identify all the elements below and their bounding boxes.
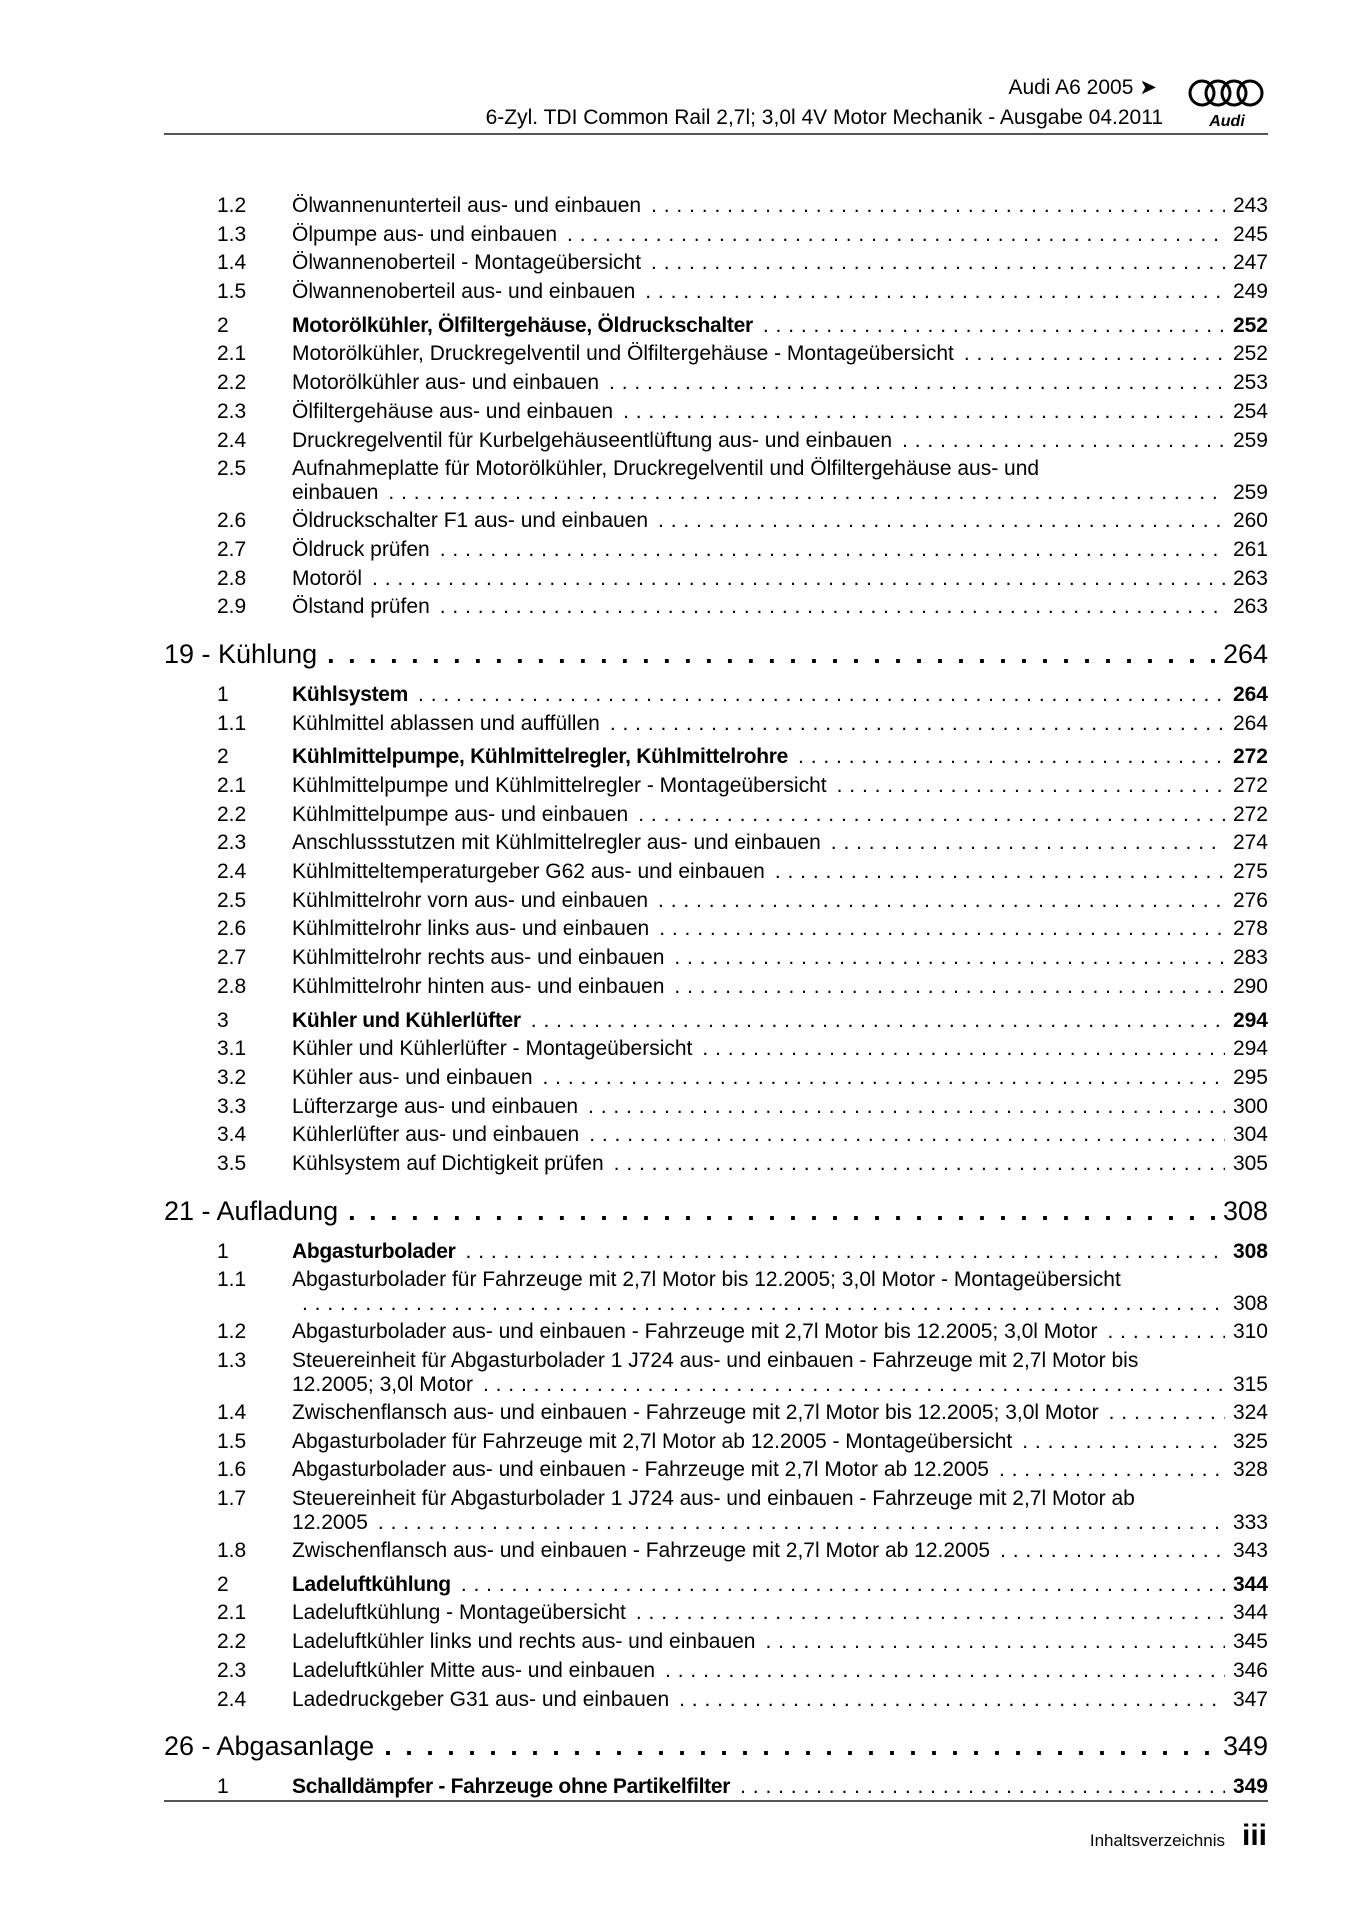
toc-entry-title: Ölwannenoberteil aus- und einbauen (292, 280, 636, 304)
header-divider (164, 133, 1268, 135)
toc-entry-page: 344 (1232, 1601, 1268, 1625)
toc-entry-page: 278 (1232, 917, 1268, 941)
toc-entry-title-line1: Steuereinheit für Abgasturbolader 1 J724 aus- und einbauen - Fahrzeuge mit 2,7l Motor bis (292, 1349, 1139, 1372)
toc-entry-number: 3.2 (217, 1065, 247, 1089)
toc-entry-page: 259 (1232, 481, 1268, 505)
dot-leader (440, 538, 1225, 562)
toc-entry-page: 276 (1232, 888, 1268, 912)
toc-entry-number: 2.1 (217, 1601, 247, 1625)
toc-entry-title: Ladedruckgeber G31 aus- und einbauen (292, 1687, 670, 1711)
dot-leader (1000, 1539, 1225, 1563)
toc-entry-page: 333 (1232, 1511, 1268, 1535)
toc-entry-page: 253 (1232, 371, 1268, 395)
toc-entry-page: 315 (1232, 1373, 1268, 1396)
toc-entry-number: 2.7 (217, 537, 247, 561)
dot-leader (543, 1066, 1225, 1090)
toc-entry[interactable] (164, 1601, 1268, 1630)
toc-entry-title: Motorölkühler, Ölfiltergehäuse, Öldruckschalter (292, 313, 753, 337)
audi-logo (1186, 76, 1268, 130)
toc-entry-number: 2.4 (217, 428, 247, 452)
toc-entry-number: 1.1 (217, 1268, 247, 1292)
dot-leader (636, 1601, 1225, 1625)
toc-entry-page: 261 (1232, 537, 1268, 561)
toc-entry-number: 2.1 (217, 774, 247, 797)
toc-entry[interactable] (164, 194, 1268, 223)
dot-leader (645, 280, 1225, 304)
dot-leader (1022, 1430, 1225, 1454)
dot-leader (740, 1775, 1225, 1799)
toc-entry-number: 2.5 (217, 457, 247, 481)
toc-entry-page: 264 (1222, 638, 1268, 669)
toc-entry[interactable] (164, 1659, 1268, 1688)
toc-entry-number: 2.3 (217, 1658, 247, 1682)
toc-entry-title: Kühler und Kühlerlüfter (292, 1008, 521, 1032)
toc-entry-page: 294 (1232, 1008, 1268, 1032)
dot-leader (1109, 1401, 1225, 1425)
toc-entry-title: 12.2005; 3,0l Motor (292, 1373, 473, 1396)
toc-entry-title: Zwischenflansch aus- und einbauen - Fahrzeuge mit 2,7l Motor bis 12.2005; 3,0l Motor (292, 1401, 1099, 1424)
toc-entry[interactable] (164, 1573, 1268, 1602)
dot-leader (384, 1730, 1215, 1762)
toc-entry-title: Abgasturbolader (292, 1239, 456, 1263)
toc-entry-page: 347 (1232, 1687, 1268, 1711)
toc-entry-number: 1.8 (217, 1539, 247, 1563)
toc-entry-page: 349 (1232, 1775, 1268, 1799)
toc-entry[interactable] (164, 1123, 1268, 1152)
toc-entry-page: 300 (1232, 1094, 1268, 1118)
toc-entry-page: 283 (1232, 946, 1268, 970)
toc-entry-page: 324 (1232, 1401, 1268, 1424)
toc-entry-number: 2.3 (217, 831, 247, 855)
toc-entry-number: 2.4 (217, 860, 247, 884)
toc-entry-title: Abgasturbolader aus- und einbauen - Fahrzeuge mit 2,7l Motor ab 12.2005 (292, 1458, 989, 1482)
toc-entry-body (292, 1487, 1268, 1539)
toc-entry-number: 1.3 (217, 222, 247, 246)
toc-entry-page: 295 (1232, 1065, 1268, 1089)
toc-entry-page: 264 (1232, 711, 1268, 735)
toc-entry[interactable] (164, 509, 1268, 538)
toc-entry-title-line1: Aufnahmeplatte für Motorölkühler, Druckregelventil und Ölfiltergehäuse aus- und (292, 457, 1040, 481)
dot-leader (763, 314, 1225, 338)
dot-leader (609, 371, 1225, 395)
toc-entry-page: 259 (1232, 428, 1268, 452)
toc-entry-page: 346 (1232, 1658, 1268, 1682)
toc-entry-title: Kühlmittelrohr rechts aus- und einbauen (292, 946, 665, 970)
toc-entry-number: 2.1 (217, 342, 247, 366)
toc-entry-title: Ladeluftkühlung (292, 1572, 451, 1596)
toc-entry[interactable] (164, 280, 1268, 309)
toc-entry-title: Anschlussstutzen mit Kühlmittelregler aus- und einbauen (292, 831, 821, 855)
toc-entry-title: Kühler aus- und einbauen (292, 1065, 533, 1089)
toc-entry[interactable] (164, 1320, 1268, 1349)
dot-leader (964, 342, 1225, 366)
toc-entry[interactable] (164, 1688, 1268, 1717)
toc-entry-body (292, 457, 1268, 509)
toc-entry-title: Ladeluftkühler Mitte aus- und einbauen (292, 1658, 656, 1682)
toc-entry[interactable] (164, 831, 1268, 860)
toc-entry-title-line1: Abgasturbolader für Fahrzeuge mit 2,7l Motor bis 12.2005; 3,0l Motor - Montageübersicht (292, 1268, 1121, 1292)
toc-entry-title: Kühlmitteltemperaturgeber G62 aus- und einbauen (292, 860, 765, 884)
toc-entry-page: 249 (1232, 280, 1268, 304)
toc-entry-body (292, 1268, 1268, 1320)
toc-entry-title-line2 (292, 1292, 1268, 1316)
toc-entry[interactable] (164, 457, 1268, 509)
toc-chapter[interactable] (164, 1195, 1268, 1235)
toc-entry[interactable] (164, 803, 1268, 832)
toc-entry-page: 254 (1232, 399, 1268, 423)
toc-chapter-title: 21 - Aufladung (164, 1195, 339, 1226)
footer-divider (164, 1800, 1268, 1802)
toc-entry-page: 245 (1232, 222, 1268, 246)
toc-entry-number: 3.1 (217, 1037, 247, 1061)
dot-leader (674, 975, 1225, 999)
dot-leader (665, 1659, 1225, 1683)
toc-entry-title-line2 (292, 1373, 1268, 1397)
toc-entry[interactable] (164, 251, 1268, 280)
toc-entry-number: 2.8 (217, 974, 247, 998)
toc-entry-number: 2 (217, 745, 229, 769)
toc-entry[interactable] (164, 774, 1268, 803)
dot-leader (638, 803, 1225, 827)
toc-entry-page: 308 (1222, 1195, 1268, 1226)
toc-entry[interactable] (164, 1487, 1268, 1539)
toc-entry-title: Kühlmittelpumpe und Kühlmittelregler - Montageübersicht (292, 774, 827, 797)
toc-entry-number: 2.6 (217, 509, 247, 533)
toc-entry-page: 328 (1232, 1458, 1268, 1482)
toc-entry-title: Kühlsystem auf Dichtigkeit prüfen (292, 1151, 604, 1175)
logo-text: Audi (1209, 113, 1245, 130)
toc-entry-number: 1 (217, 682, 229, 706)
dot-leader (348, 1195, 1215, 1227)
toc-entry-title: Zwischenflansch aus- und einbauen - Fahrzeuge mit 2,7l Motor ab 12.2005 (292, 1539, 991, 1563)
dot-leader (372, 567, 1225, 591)
toc-entry-number: 1.5 (217, 280, 247, 304)
toc-entry-page: 274 (1232, 831, 1268, 855)
footer-label: Inhaltsverzeichnis (1089, 1831, 1225, 1850)
toc-entry[interactable] (164, 538, 1268, 567)
toc-entry-page: 344 (1232, 1572, 1268, 1596)
toc-entry-number: 2.8 (217, 566, 247, 590)
toc-entry-page: 252 (1232, 342, 1268, 366)
dot-leader (651, 194, 1225, 218)
toc-entry-number: 1.2 (217, 194, 247, 217)
dot-leader (589, 1123, 1225, 1147)
table-of-contents (164, 194, 1268, 1804)
toc-entry-title: Schalldämpfer - Fahrzeuge ohne Partikelfilter (292, 1775, 731, 1799)
toc-entry-title: Öldruckschalter F1 aus- und einbauen (292, 509, 649, 533)
toc-entry-title: Kühlmittelrohr hinten aus- und einbauen (292, 974, 665, 998)
toc-entry[interactable] (164, 342, 1268, 371)
toc-entry-number: 2.2 (217, 802, 247, 826)
dot-leader (775, 860, 1225, 884)
toc-entry-page: 272 (1232, 774, 1268, 797)
toc-entry-page: 308 (1232, 1239, 1268, 1263)
toc-entry-page: 275 (1232, 860, 1268, 884)
dot-leader (418, 683, 1225, 707)
toc-entry[interactable] (164, 946, 1268, 975)
dot-leader (440, 595, 1225, 619)
toc-entry-title: Motorölkühler, Druckregelventil und Ölfiltergehäuse - Montageübersicht (292, 342, 954, 366)
toc-entry-title: Ölfiltergehäuse aus- und einbauen (292, 399, 614, 423)
toc-entry-number: 1 (217, 1775, 229, 1799)
toc-entry[interactable] (164, 889, 1268, 918)
toc-entry-number: 1.7 (217, 1487, 247, 1511)
toc-entry[interactable] (164, 1268, 1268, 1320)
toc-entry[interactable] (164, 975, 1268, 1004)
toc-entry-number: 1.4 (217, 1401, 247, 1424)
toc-chapter-title: 19 - Kühlung (164, 638, 318, 669)
dot-leader (902, 429, 1225, 453)
toc-entry-page: 263 (1232, 595, 1268, 619)
toc-entry-page: 290 (1232, 974, 1268, 998)
dot-leader (702, 1037, 1225, 1061)
toc-entry-title: Kühlmittelpumpe aus- und einbauen (292, 802, 629, 826)
toc-entry-title: Kühlmittelrohr links aus- und einbauen (292, 917, 650, 941)
dot-leader (388, 481, 1225, 505)
toc-entry[interactable] (164, 1240, 1268, 1269)
toc-entry-page: 252 (1232, 313, 1268, 337)
toc-entry-number: 2.3 (217, 399, 247, 423)
dot-leader (531, 1009, 1225, 1033)
toc-entry-title: Druckregelventil für Kurbelgehäuseentlüftung aus- und einbauen (292, 428, 893, 452)
toc-entry-number: 1.6 (217, 1458, 247, 1482)
toc-entry-page: 345 (1232, 1630, 1268, 1654)
toc-entry-number: 2.6 (217, 917, 247, 941)
toc-entry-number: 2.2 (217, 1630, 247, 1654)
footer-page-number: iii (1241, 1819, 1267, 1852)
toc-entry-title: Motorölkühler aus- und einbauen (292, 371, 600, 395)
toc-entry-number: 2.4 (217, 1687, 247, 1711)
dot-leader (483, 1373, 1225, 1397)
toc-entry-number: 1.3 (217, 1349, 247, 1372)
toc-entry-page: 260 (1232, 509, 1268, 533)
dot-leader (588, 1095, 1225, 1119)
toc-entry-number: 2.7 (217, 946, 247, 970)
toc-entry-page: 272 (1232, 802, 1268, 826)
toc-entry-page: 349 (1222, 1731, 1268, 1762)
dot-leader (567, 223, 1225, 247)
toc-entry-title: Lüfterzarge aus- und einbauen (292, 1094, 579, 1118)
toc-entry[interactable] (164, 371, 1268, 400)
toc-entry-number: 1.5 (217, 1429, 247, 1453)
dot-leader (837, 774, 1225, 798)
toc-entry-title: Abgasturbolader aus- und einbauen - Fahrzeuge mit 2,7l Motor bis 12.2005; 3,0l Motor (292, 1320, 1098, 1344)
toc-entry[interactable] (164, 400, 1268, 429)
toc-entry[interactable] (164, 1095, 1268, 1124)
dot-leader (798, 745, 1225, 769)
toc-chapter[interactable] (164, 638, 1268, 678)
toc-entry[interactable] (164, 223, 1268, 252)
dot-leader (679, 1688, 1225, 1712)
toc-entry-number: 1 (217, 1239, 229, 1263)
toc-entry-page: 308 (1232, 1292, 1268, 1316)
toc-entry-number: 2.5 (217, 888, 247, 912)
toc-entry-title: Kühlsystem (292, 682, 409, 706)
toc-entry-number: 1.2 (217, 1320, 247, 1344)
toc-entry-body (292, 1349, 1268, 1401)
toc-entry-page: 305 (1232, 1151, 1268, 1175)
toc-entry-title: Kühlmittelpumpe, Kühlmittelregler, Kühlmittelrohre (292, 745, 789, 769)
toc-entry[interactable] (164, 1430, 1268, 1459)
dot-leader (765, 1630, 1224, 1654)
header-subtitle: 6-Zyl. TDI Common Rail 2,7l; 3,0l 4V Motor Mechanik - Ausgabe 04.2011 (485, 106, 1163, 129)
toc-entry-title: Ladeluftkühlung - Montageübersicht (292, 1601, 626, 1625)
toc-entry-page: 294 (1232, 1037, 1268, 1061)
toc-entry-number: 1.1 (217, 711, 247, 735)
toc-chapter[interactable] (164, 1730, 1268, 1770)
toc-entry[interactable] (164, 1066, 1268, 1095)
toc-entry-number: 2 (217, 313, 229, 337)
toc-entry-number: 2.9 (217, 595, 247, 619)
toc-entry-title: 12.2005 (292, 1511, 368, 1535)
toc-entry[interactable] (164, 1630, 1268, 1659)
toc-entry-number: 3.4 (217, 1123, 247, 1147)
dot-leader (658, 509, 1225, 533)
toc-chapter-title: 26 - Abgasanlage (164, 1731, 375, 1762)
toc-entry[interactable] (164, 712, 1268, 741)
toc-entry-title: Öldruck prüfen (292, 537, 430, 561)
dot-leader (614, 1152, 1225, 1176)
dot-leader (831, 831, 1225, 855)
toc-entry[interactable] (164, 1539, 1268, 1568)
toc-entry[interactable] (164, 683, 1268, 712)
toc-entry-page: 310 (1232, 1320, 1268, 1344)
toc-entry-title: Abgasturbolader für Fahrzeuge mit 2,7l Motor ab 12.2005 - Montageübersicht (292, 1429, 1013, 1453)
toc-entry-number: 2 (217, 1572, 229, 1596)
toc-entry-title-line1: Steuereinheit für Abgasturbolader 1 J724 aus- und einbauen - Fahrzeuge mit 2,7l Motor ab (292, 1487, 1135, 1511)
dot-leader (658, 889, 1225, 913)
toc-entry-title: Motoröl (292, 566, 363, 590)
toc-entry[interactable] (164, 745, 1268, 774)
arrow-right-icon: ➤ (1139, 76, 1157, 99)
toc-entry-title: Kühlmittelrohr vorn aus- und einbauen (292, 888, 649, 912)
dot-leader (327, 638, 1215, 670)
toc-entry[interactable] (164, 595, 1268, 624)
dot-leader (1107, 1320, 1224, 1344)
toc-entry[interactable] (164, 1152, 1268, 1181)
toc-entry-page: 243 (1232, 194, 1268, 217)
toc-entry-title: Kühlerlüfter aus- und einbauen (292, 1123, 580, 1147)
toc-entry-page: 304 (1232, 1123, 1268, 1147)
dot-leader (461, 1573, 1225, 1597)
toc-entry-page: 325 (1232, 1429, 1268, 1453)
toc-entry-page: 264 (1232, 682, 1268, 706)
toc-entry-number: 3.3 (217, 1094, 247, 1118)
dot-leader (466, 1240, 1225, 1264)
toc-entry-page: 247 (1232, 251, 1268, 275)
toc-entry-title: einbauen (292, 481, 379, 505)
toc-entry-number: 2.2 (217, 371, 247, 395)
toc-entry-number: 3.5 (217, 1151, 247, 1175)
dot-leader (623, 400, 1225, 424)
toc-entry-title: Ölstand prüfen (292, 595, 430, 619)
toc-entry-page: 263 (1232, 566, 1268, 590)
toc-entry[interactable] (164, 314, 1268, 343)
toc-entry[interactable] (164, 1037, 1268, 1066)
toc-entry-title: Ölwannenunterteil aus- und einbauen (292, 194, 642, 217)
toc-entry[interactable] (164, 1349, 1268, 1401)
dot-leader (674, 946, 1225, 970)
header-model-text: Audi A6 2005 (1008, 76, 1134, 99)
toc-entry-title: Kühlmittel ablassen und auffüllen (292, 711, 600, 735)
toc-entry[interactable] (164, 860, 1268, 889)
toc-entry[interactable] (164, 1458, 1268, 1487)
dot-leader (378, 1511, 1225, 1535)
toc-entry[interactable] (164, 917, 1268, 946)
dot-leader (659, 917, 1225, 941)
toc-entry[interactable] (164, 567, 1268, 596)
toc-entry-title: Ölpumpe aus- und einbauen (292, 222, 558, 246)
dot-leader (610, 712, 1225, 736)
toc-entry[interactable] (164, 1401, 1268, 1430)
toc-entry-title: Ölwannenoberteil - Montageübersicht (292, 251, 642, 275)
toc-entry-number: 3 (217, 1008, 229, 1032)
toc-entry-page: 272 (1232, 745, 1268, 769)
toc-entry-title-line2 (292, 1511, 1268, 1535)
dot-leader (302, 1292, 1225, 1316)
toc-entry-title-line2 (292, 481, 1268, 505)
toc-entry-title: Kühler und Kühlerlüfter - Montageübersicht (292, 1037, 693, 1061)
dot-leader (999, 1458, 1225, 1482)
toc-entry-page: 343 (1232, 1539, 1268, 1563)
toc-entry[interactable] (164, 429, 1268, 458)
header-model (1008, 76, 1157, 100)
toc-entry-title: Ladeluftkühler links und rechts aus- und einbauen (292, 1630, 756, 1654)
toc-entry[interactable] (164, 1009, 1268, 1038)
toc-entry-number: 1.4 (217, 251, 247, 275)
dot-leader (651, 251, 1225, 275)
